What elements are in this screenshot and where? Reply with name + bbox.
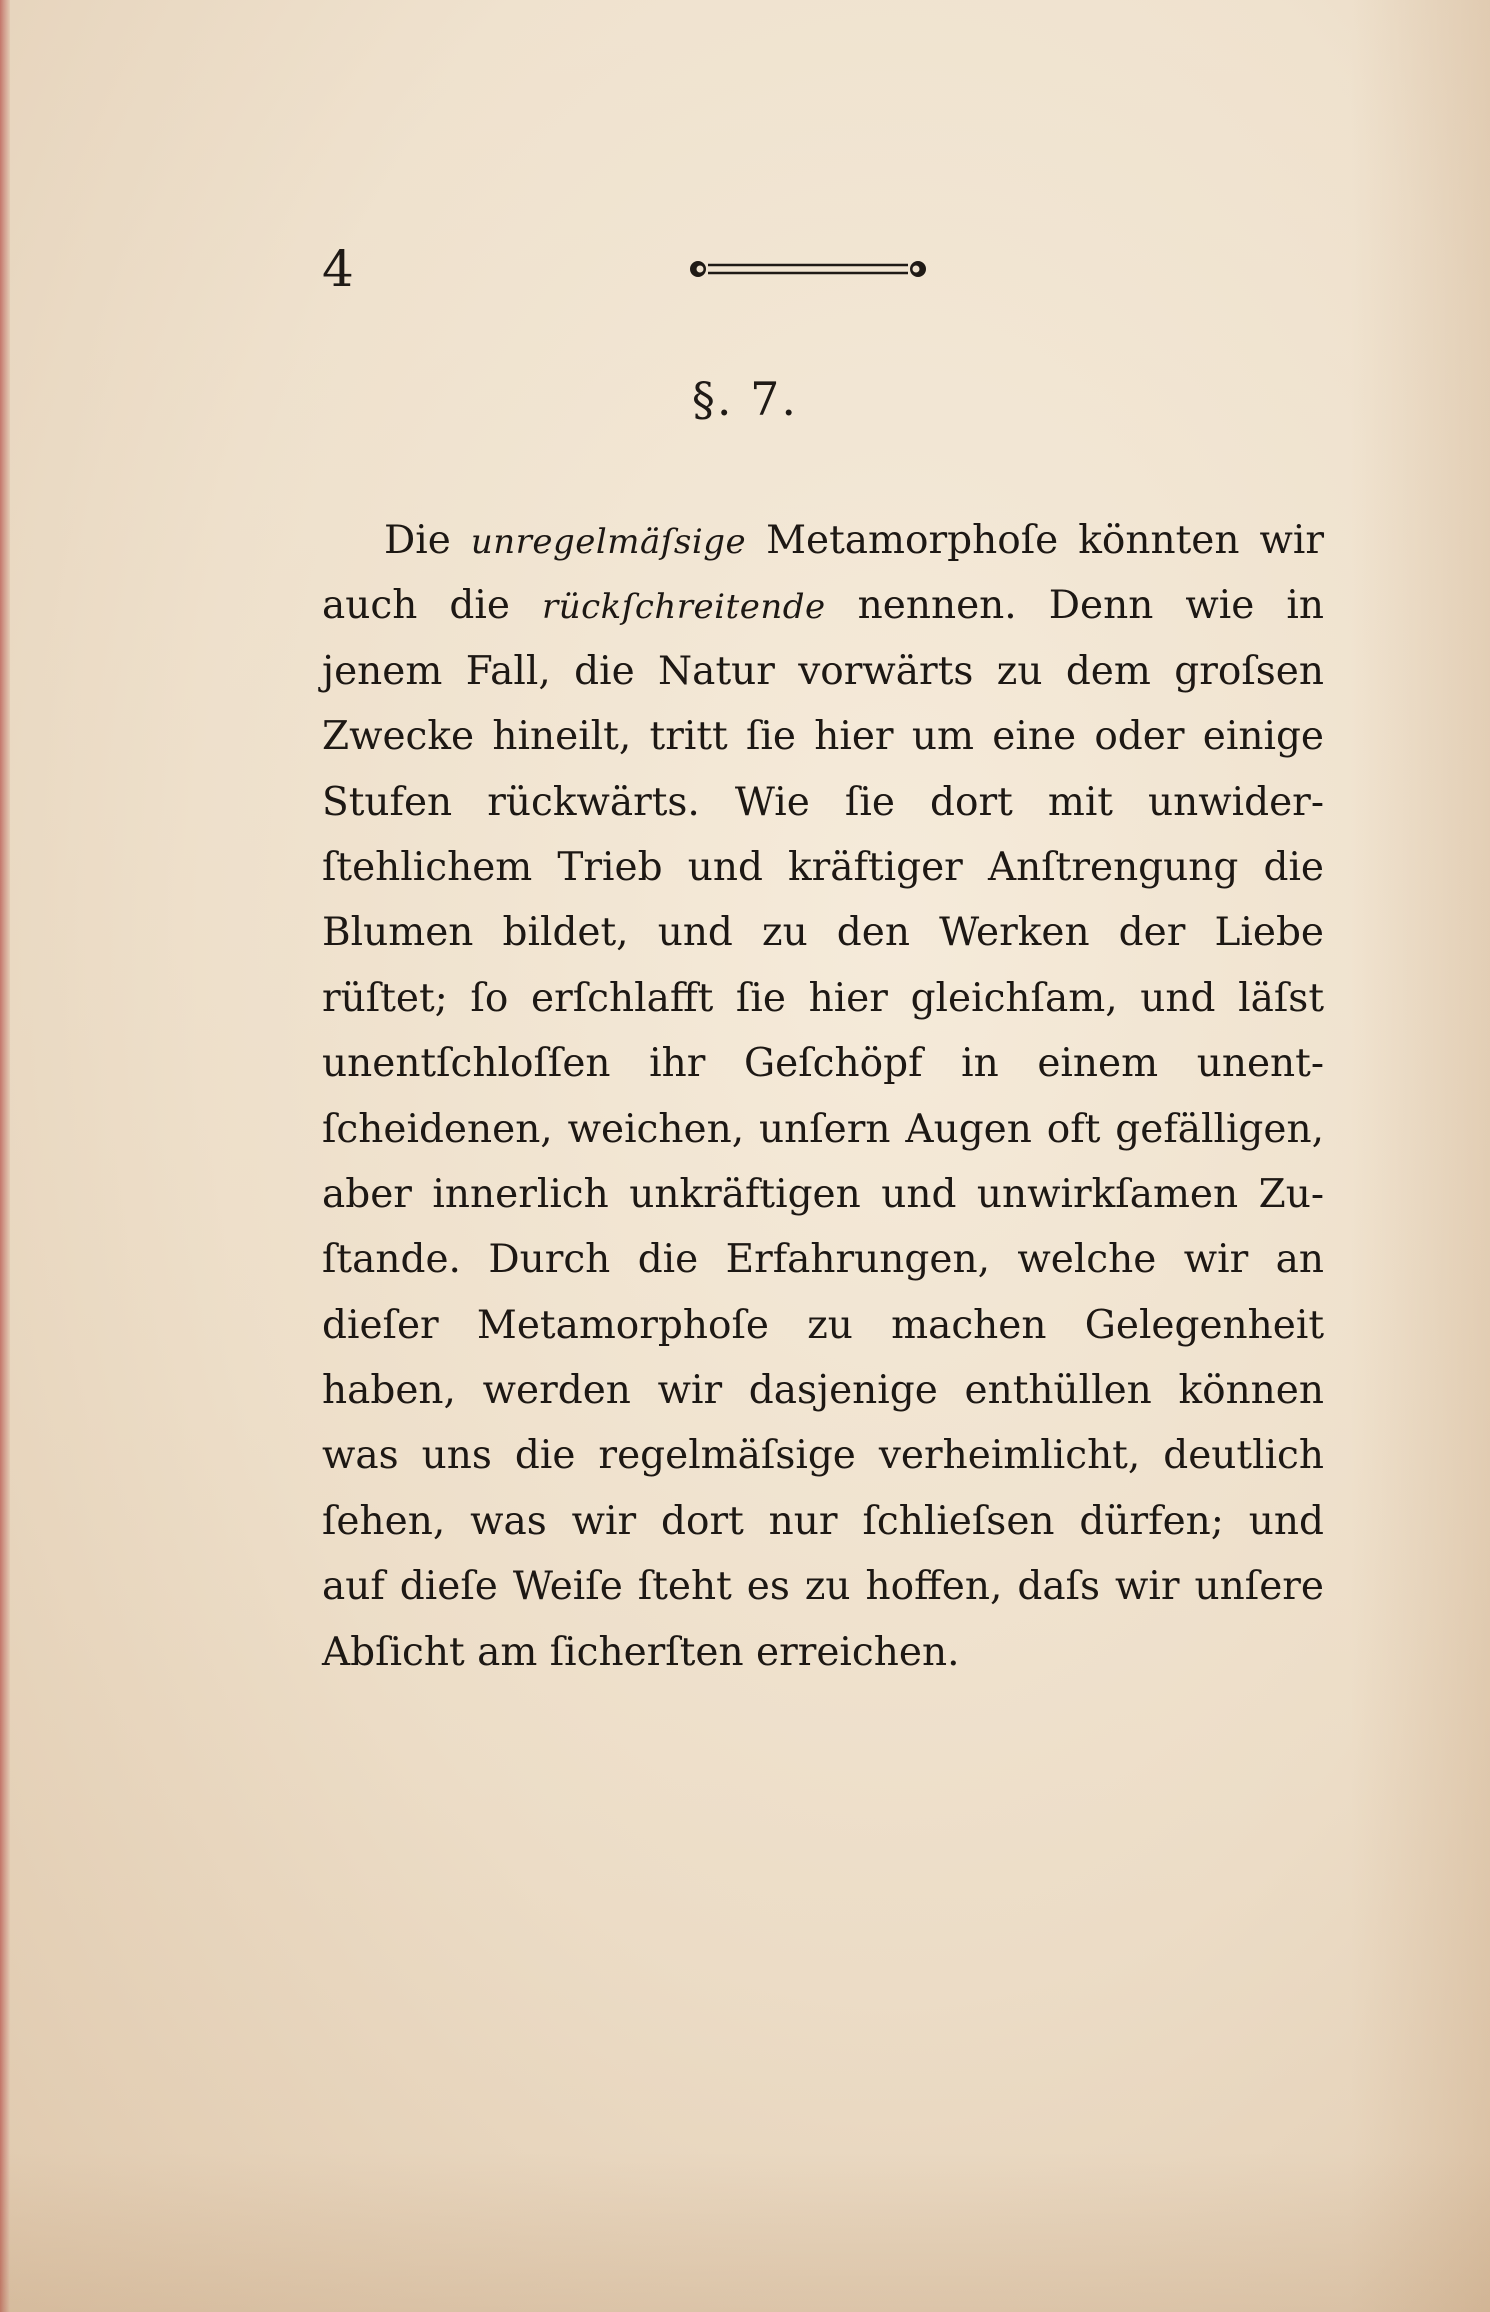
text-line: auch die rückſchreitende nennen. Denn wie in bbox=[322, 583, 1324, 629]
text-line: was uns die regelmäſsige verheimlicht, deutlich bbox=[322, 1433, 1324, 1479]
text-line: haben, werden wir dasjenige enthüllen können bbox=[322, 1368, 1324, 1414]
text-line: Abſicht am ſicherſten erreichen. bbox=[322, 1629, 960, 1675]
text-line: rüſtet; ſo erſchlafft ſie hier gleichſam, und läſst bbox=[322, 975, 1324, 1021]
text-line: Die unregelmäſsige Metamorphoſe könnten wir bbox=[384, 518, 1325, 563]
page-number: 4 bbox=[322, 240, 354, 298]
text-line: ſehen, was wir dort nur ſchlieſsen dürfen; und bbox=[322, 1498, 1324, 1544]
text-line: jenem Fall, die Natur vorwärts zu dem groſsen bbox=[322, 648, 1324, 694]
section-heading: §. 7. bbox=[691, 372, 799, 426]
text-line: ſtande. Durch die Erfahrungen, welche wir an bbox=[322, 1237, 1324, 1283]
text-line: dieſer Metamorphoſe zu machen Gelegenheit bbox=[322, 1302, 1324, 1348]
header-ornament-rule bbox=[686, 256, 930, 282]
paper-stain bbox=[0, 2152, 1490, 2312]
text-line: unentſchloſſen ihr Geſchöpf in einem unent- bbox=[322, 1041, 1324, 1087]
text-line: Zwecke hineilt, tritt ſie hier um eine oder einige bbox=[322, 714, 1324, 760]
emphasis-text: unregelmäſsige bbox=[470, 522, 747, 562]
text-line: Stufen rückwärts. Wie ſie dort mit unwider- bbox=[322, 779, 1324, 825]
page-edge-stain bbox=[0, 0, 10, 2312]
text-line: Blumen bildet, und zu den Werken der Liebe bbox=[322, 910, 1324, 956]
paper-foxing bbox=[1350, 0, 1490, 2312]
text-line: ſtehlichem Trieb und kräftiger Anſtrengung die bbox=[322, 844, 1324, 890]
emphasis-text: rückſchreitende bbox=[541, 587, 826, 628]
text-line: ſcheidenen, weichen, unſern Augen oft gefälligen, bbox=[322, 1106, 1324, 1152]
body-paragraph bbox=[322, 508, 1324, 1685]
text-line: auf dieſe Weiſe ſteht es zu hoffen, daſs wir unſere bbox=[322, 1564, 1324, 1610]
text-line: aber innerlich unkräftigen und unwirkſamen Zu- bbox=[322, 1171, 1324, 1217]
